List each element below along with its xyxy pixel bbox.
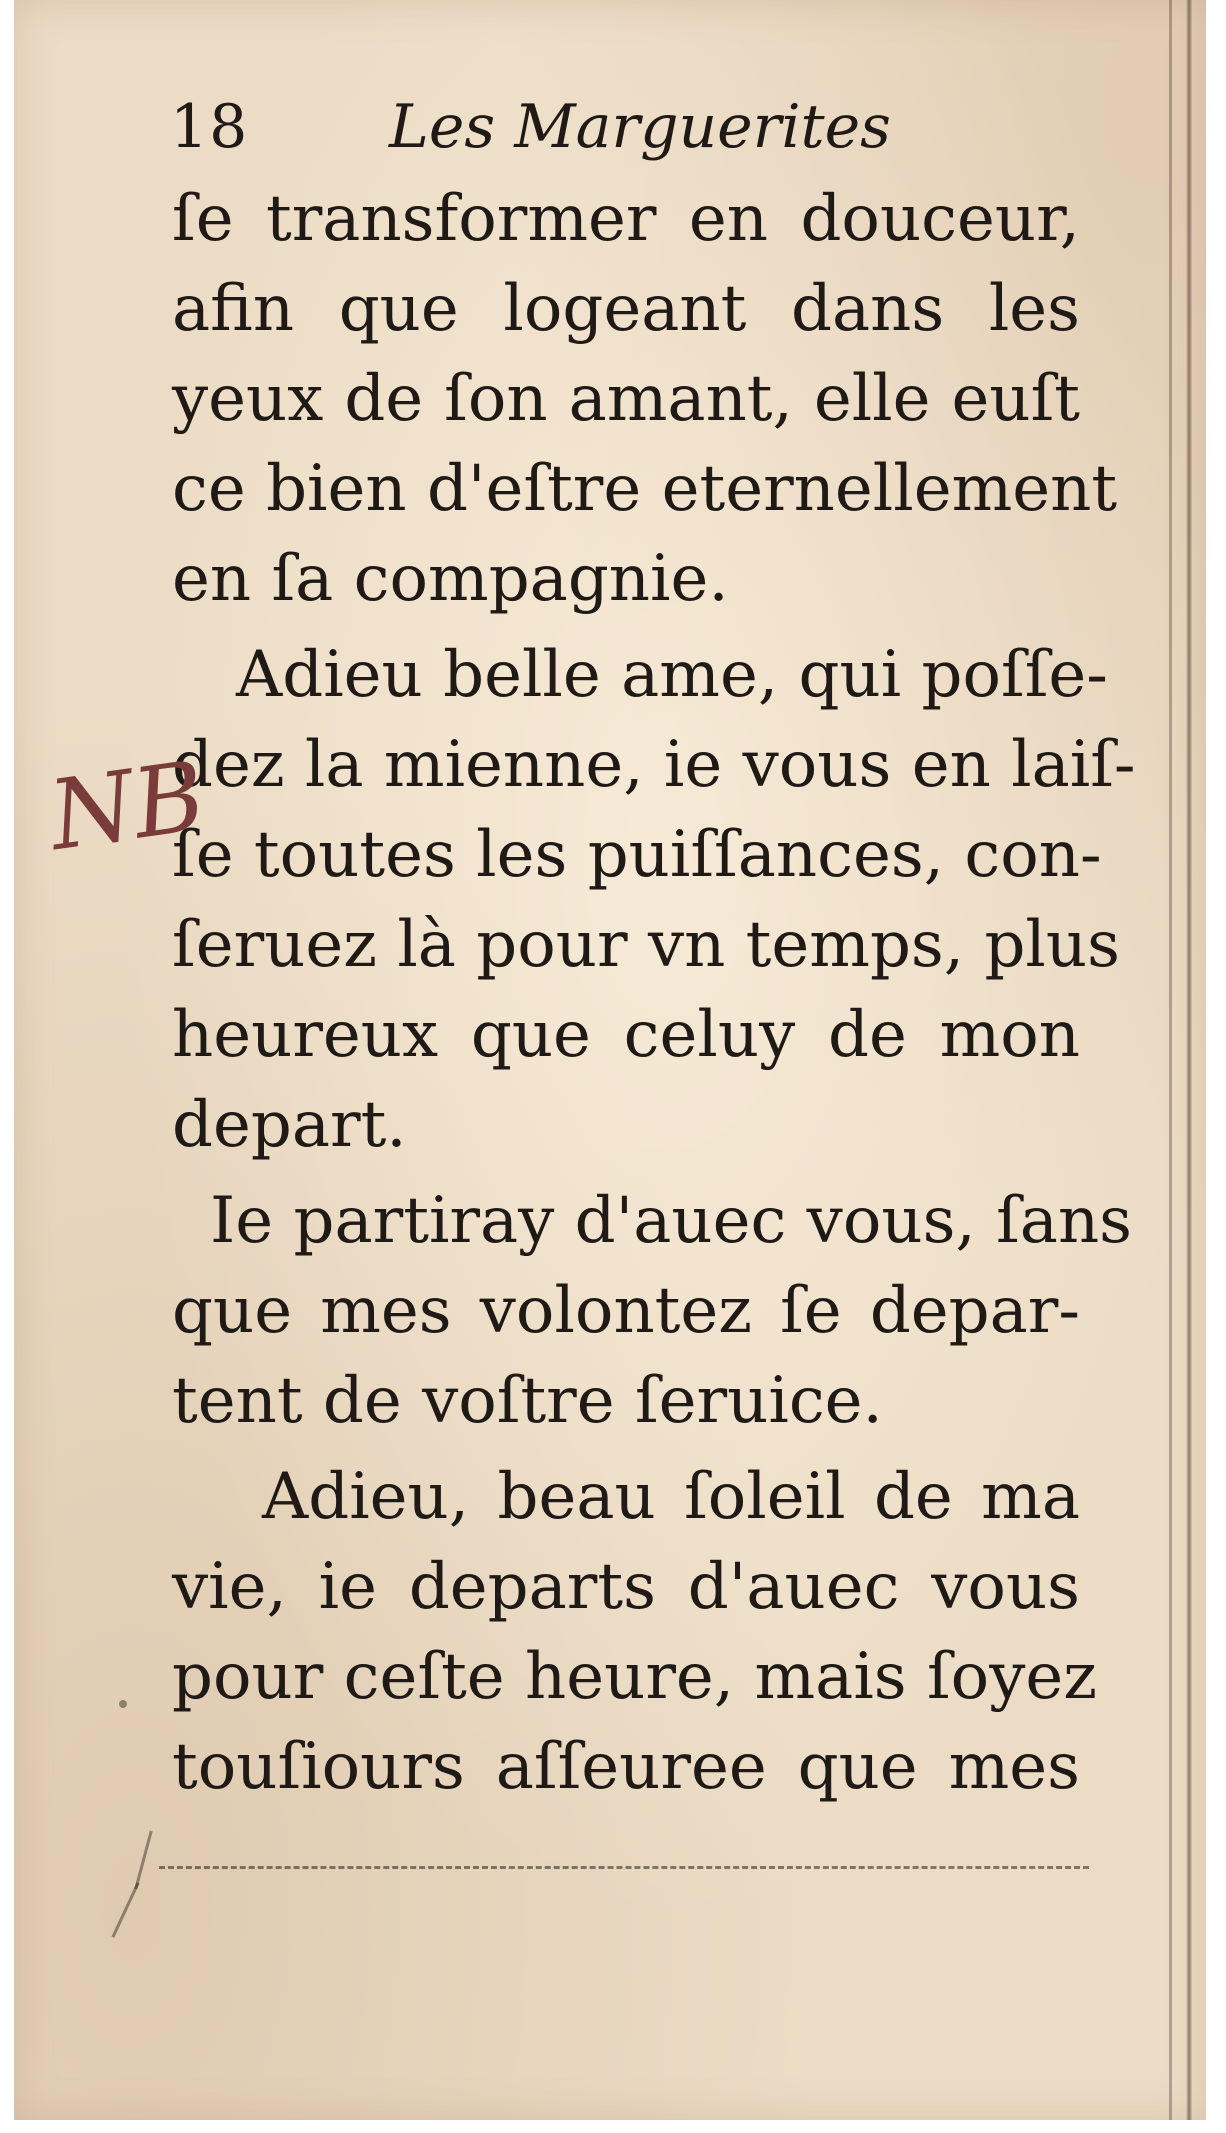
page-gutter-line xyxy=(1169,0,1172,2120)
text-line: en ſa compagnie. xyxy=(172,542,729,616)
handwritten-margin-note: NB xyxy=(42,739,212,873)
text-line: ſe transformer en douceur, xyxy=(172,182,1080,256)
running-title: Les Marguerites xyxy=(389,92,891,162)
text-line: tent de voſtre ſeruice. xyxy=(172,1364,883,1438)
ink-dot xyxy=(119,1700,127,1708)
paragraph-start-line: Adieu belle ame, qui poſſe- xyxy=(236,638,1108,712)
text-line: vie, ie departs d'auec vous xyxy=(172,1550,1080,1624)
pen-rule-line xyxy=(159,1866,1089,1869)
text-line: ce bien d'eſtre eternellement xyxy=(172,452,1118,526)
book-page xyxy=(14,0,1206,2120)
text-line: que mes volontez ſe depar- xyxy=(172,1274,1080,1348)
text-line: afin que logeant dans les xyxy=(172,272,1080,346)
text-line: ſe toutes les puiſſances, con- xyxy=(172,818,1102,892)
paragraph-start-line: Ie partiray d'auec vous, ſans xyxy=(210,1184,1132,1258)
text-line: ſeruez là pour vn temps, plus xyxy=(172,908,1120,982)
text-line: pour ceſte heure, mais ſoyez xyxy=(172,1640,1097,1714)
ink-stroke xyxy=(111,1882,139,1938)
paragraph-start-line: Adieu, beau ſoleil de ma xyxy=(262,1460,1080,1534)
ink-stroke xyxy=(134,1831,152,1890)
text-line: dez la mienne, ie vous en laiſ- xyxy=(172,728,1136,802)
text-line: touſiours aſſeuree que mes xyxy=(172,1730,1080,1804)
page-edge-shadow xyxy=(1186,0,1192,2120)
text-line: depart. xyxy=(172,1088,407,1162)
text-line: heureux que celuy de mon xyxy=(172,998,1080,1072)
text-line: yeux de ſon amant, elle euſt xyxy=(172,362,1080,436)
page-number: 18 xyxy=(170,92,249,162)
